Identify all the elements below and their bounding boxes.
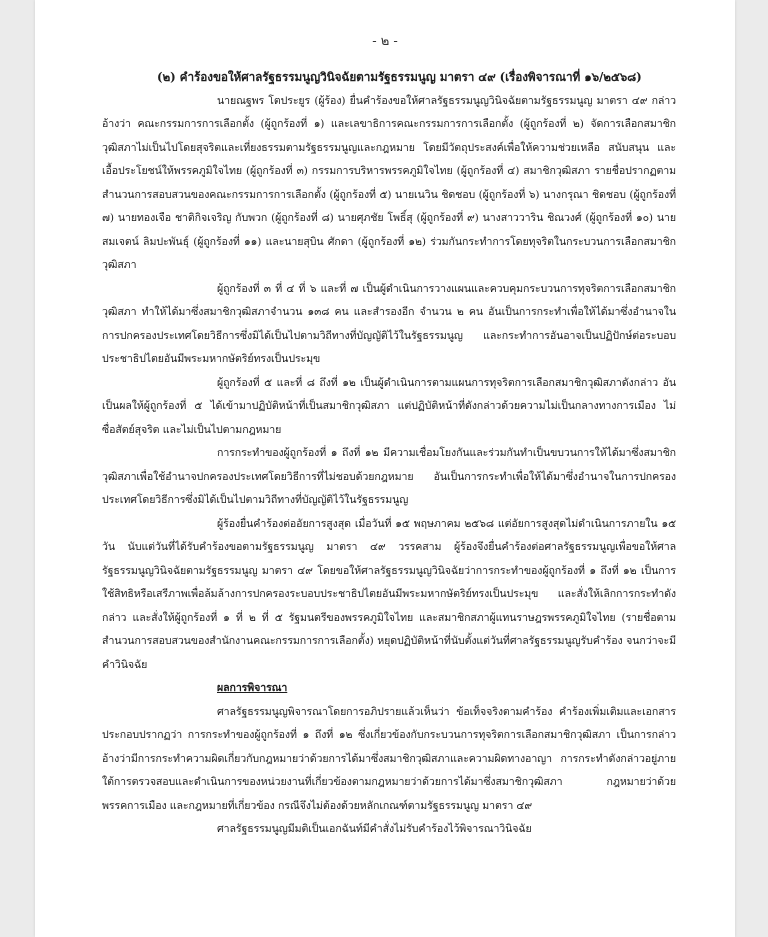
document-body [102, 66, 676, 842]
paragraph-ruling: ศาลรัฐธรรมนูญมีมติเป็นเอกฉันท์มีคำสั่งไม่รับคำร้องไว้พิจารณาวินิจฉัย [217, 823, 532, 835]
section-title-result: ผลการพิจารณา [217, 682, 288, 694]
paragraph-petition: นายณฐพร โตประยูร (ผู้ร้อง) ยื่นคำร้องขอให้ศาลรัฐธรรมนูญวินิจฉัยตามรัฐธรรมนูญ มาตรา ๔๙ กล่าวอ้างว่า คณะกรรมการการเลือกตั้ง (ผู้ถูกร้องที่ ๑) และเลขาธิการคณะกรรมการการเลือกตั้ง (ผู้ถูกร้องที่ ๒) จัดการเลือกสมาชิกวุฒิสภาไม่เป็นไปโดยสุจริตและเที่ยงธรรมตามรัฐธรรมนูญและกฎหมาย โดยมีวัตถุประสงค์เพื่อให้ความช่วยเหลือ สนับสนุน และเอื้อประโยชน์ให้พรรคภูมิใจไทย (ผู้ถูกร้องที่ ๓) กรรมการบริหารพรรคภูมิใจไทย (ผู้ถูกร้องที่ ๔) สมาชิกวุฒิสภา รายชื่อปรากฏตามสำนวนการสอบสวนของคณะกรรมการการเลือกตั้ง (ผู้ถูกร้องที่ ๕) นายเนวิน ชิดชอบ (ผู้ถูกร้องที่ ๖) นางกรุณา ชิดชอบ (ผู้ถูกร้องที่ ๗) นายทองเจือ ชาติกิจเจริญ กับพวก (ผู้ถูกร้องที่ ๘) นายศุภชัย โพธิ์สุ (ผู้ถูกร้องที่ ๙) นางสาววาริน ชิณวงศ์ (ผู้ถูกร้องที่ ๑๐) นายสมเจตน์ ลิมปะพันธุ์ (ผู้ถูกร้องที่ ๑๑) และนายสุบิน ศักดา (ผู้ถูกร้องที่ ๑๒) ร่วมกันกระทำการโดยทุจริตในกระบวนการเลือกสมาชิกวุฒิสภา [102, 94, 676, 271]
page-number: - ๒ - [372, 34, 398, 49]
document-page [35, 0, 735, 937]
paragraph-execution: ผู้ถูกร้องที่ ๕ และที่ ๘ ถึงที่ ๑๒ เป็นผู้ดำเนินการตามแผนการทุจริตการเลือกสมาชิกวุฒิสภาดังกล่าว อันเป็นผลให้ผู้ถูกร้องที่ ๕ ได้เข้ามาปฏิบัติหน้าที่เป็นสมาชิกวุฒิสภา แต่ปฏิบัติหน้าที่ดังกล่าวด้วยความไม่เป็นกลางทางการเมือง ไม่ซื่อสัตย์สุจริต และไม่เป็นไปตามกฎหมาย [102, 376, 676, 436]
paragraph-connection: การกระทำของผู้ถูกร้องที่ ๑ ถึงที่ ๑๒ มีความเชื่อมโยงกันและร่วมกันทำเป็นขบวนการให้ได้มาซึ่งสมาชิกวุฒิสภาเพื่อใช้อำนาจปกครองประเทศโดยวิธีการที่ไม่ชอบด้วยกฎหมาย อันเป็นการกระทำเพื่อให้ได้มาซึ่งอำนาจในการปกครองประเทศโดยวิธีการซึ่งมิได้เป็นไปตามวิถีทางที่บัญญัติไว้ในรัฐธรรมนูญ [102, 447, 676, 506]
case-heading: (๒) คำร้องขอให้ศาลรัฐธรรมนูญวินิจฉัยตามรัฐธรรมนูญ มาตรา ๔๙ (เรื่องพิจารณาที่ ๑๖/๒๕๖๘) [157, 70, 642, 84]
paragraph-consideration: ศาลรัฐธรรมนูญพิจารณาโดยการอภิปรายแล้วเห็นว่า ข้อเท็จจริงตามคำร้อง คำร้องเพิ่มเติมและเอกสารประกอบปรากฏว่า การกระทำของผู้ถูกร้องที่ ๑ ถึงที่ ๑๒ ซึ่งเกี่ยวข้องกับกระบวนการทุจริตการเลือกสมาชิกวุฒิสภา เป็นการกล่าวอ้างว่ามีการกระทำความผิดเกี่ยวกับกฎหมายว่าด้วยการได้มาซึ่งสมาชิกวุฒิสภาและความผิดทางอาญา การกระทำดังกล่าวอยู่ภายใต้การตรวจสอบและดำเนินการของหน่วยงานที่เกี่ยวข้องตามกฎหมายว่าด้วยการได้มาซึ่งสมาชิกวุฒิสภา กฎหมายว่าด้วยพรรคการเมือง และกฎหมายที่เกี่ยวข้อง กรณีจึงไม่ต้องด้วยหลักเกณฑ์ตามรัฐธรรมนูญ มาตรา ๔๙ [102, 705, 676, 812]
paragraph-planning: ผู้ถูกร้องที่ ๓ ที่ ๔ ที่ ๖ และที่ ๗ เป็นผู้ดำเนินการวางแผนและควบคุมกระบวนการทุจริตการเลือกสมาชิกวุฒิสภา ทำให้ได้มาซึ่งสมาชิกวุฒิสภาจำนวน ๑๓๘ คน และสำรองอีก จำนวน ๒ คน อันเป็นการกระทำเพื่อให้ได้มาซึ่งอำนาจในการปกครองประเทศโดยวิธีการซึ่งมิได้เป็นไปตามวิถีทางที่บัญญัติไว้ในรัฐธรรมนูญ และกระทำการอันอาจเป็นปฏิปักษ์ต่อระบอบประชาธิปไตยอันมีพระมหากษัตริย์ทรงเป็นประมุข [102, 282, 676, 365]
paragraph-request: ผู้ร้องยื่นคำร้องต่ออัยการสูงสุด เมื่อวันที่ ๑๕ พฤษภาคม ๒๕๖๘ แต่อัยการสูงสุดไม่ดำเนินการภายใน ๑๕ วัน นับแต่วันที่ได้รับคำร้องขอตามรัฐธรรมนูญ มาตรา ๔๙ วรรคสาม ผู้ร้องจึงยื่นคำร้องต่อศาลรัฐธรรมนูญเพื่อขอให้ศาลรัฐธรรมนูญวินิจฉัยตามรัฐธรรมนูญ มาตรา ๔๙ โดยขอให้ศาลรัฐธรรมนูญวินิจฉัยว่าการกระทำของผู้ถูกร้องที่ ๑ ถึงที่ ๑๒ เป็นการใช้สิทธิหรือเสรีภาพเพื่อล้มล้างการปกครองระบอบประชาธิปไตยอันมีพระมหากษัตริย์ทรงเป็นประมุข และสั่งให้เลิกการกระทำดังกล่าว และสั่งให้ผู้ถูกร้องที่ ๑ ที่ ๒ ที่ ๕ รัฐมนตรีของพรรคภูมิใจไทย และสมาชิกสภาผู้แทนราษฎรพรรคภูมิใจไทย (รายชื่อตามสำนวนการสอบสวนของสำนักงานคณะกรรมการการเลือกตั้ง) หยุดปฏิบัติหน้าที่นับตั้งแต่วันที่ศาลรัฐธรรมนูญรับคำร้อง จนกว่าจะมีคำวินิจฉัย [102, 517, 676, 671]
